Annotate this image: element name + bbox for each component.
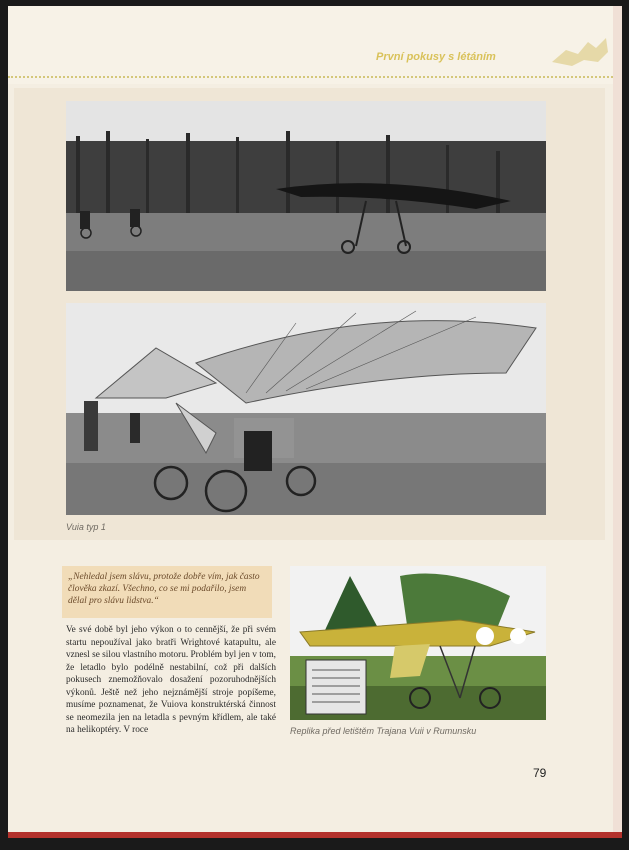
caption-replica: Replika před letištěm Trajana Vuii v Rumunsku [290, 726, 477, 736]
photo-replica [290, 566, 546, 720]
page-number: 79 [533, 766, 547, 780]
pull-quote: „Nehledal jsem slávu, protože dobře vím, jak často člověka zkazí. Všechno, co se mi podařilo, jsem dělal pro slávu lidstva.“ [62, 566, 272, 618]
caption-vuia-typ-1: Vuia typ 1 [66, 522, 106, 532]
header-band [8, 6, 613, 84]
photo-vuia-field [66, 101, 546, 291]
body-paragraph: Ve své době byl jeho výkon o to cennější, že při svém startu nepoužíval jako bratři Wrightové katapultu, ale vznesl se silou vlastního motoru. Problém byl jen v tom, že letadlo bylo podélně nestabilní, což při dalších pokusech znemožňovalo dosažení pozoruhodnějších výkonů. Ještě než jeho nejznámější stroje popíšeme, musíme poznamenat, že Vuiova konstruktérská činnost se neomezila jen na letadla s pevným křídlem, ale také na helikoptéry. V roce [66, 625, 276, 735]
header-ornament-icon [548, 32, 610, 72]
photo-vuia-typ-1 [66, 303, 546, 515]
book-cover-edge [8, 832, 622, 838]
page-edge [613, 6, 622, 832]
header-divider [8, 76, 613, 78]
running-title: První pokusy s létáním [376, 51, 496, 63]
